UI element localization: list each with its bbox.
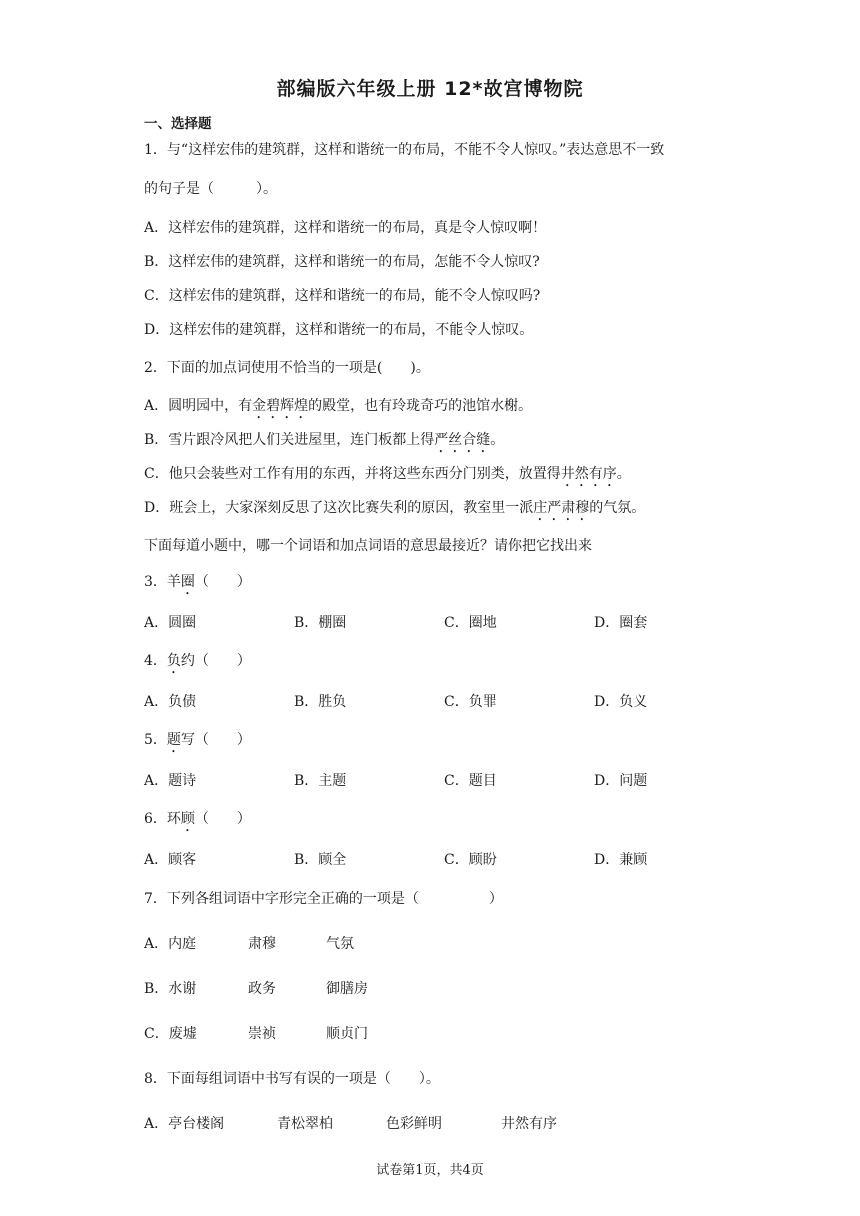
q2-d-text: D．班会上，大家深刻反思了这次比赛失利的原因，教室里一派	[144, 500, 534, 516]
q4-word-post: 约	[180, 653, 195, 669]
q2-option-c	[144, 464, 631, 490]
q5-number: 5．	[144, 732, 167, 748]
q1-stem-line2: 的句子是（ ）。	[144, 181, 277, 197]
q7-option-a-word2: 肃穆	[248, 936, 276, 952]
q7-option-c-word3: 顺贞门	[326, 1026, 368, 1042]
q3-option-c: C．圈地	[444, 615, 497, 631]
q1-option-c: C．这样宏伟的建筑群，这样和谐统一的布局，能不令人惊叹吗?	[144, 288, 541, 304]
q2-b-text-end: 。	[490, 432, 505, 448]
q6-word-pre: 环	[166, 811, 181, 827]
q7-option-c-word1: C．废墟	[144, 1026, 197, 1042]
q5-option-c: C．题目	[444, 773, 497, 789]
q8-option-a-word1: A．亭台楼阁	[144, 1116, 225, 1132]
q6-option-c: C．顾盼	[444, 852, 497, 868]
q2-d-text-end: 的气氛。	[589, 500, 646, 516]
q7-stem: 7．下列各组词语中字形完全正确的一项是（ ）	[144, 891, 503, 907]
q4-option-a: A．负债	[144, 694, 197, 710]
q2-d-dotted-word: 庄严肃穆	[533, 500, 590, 516]
q8-option-a-word3: 色彩鲜明	[386, 1116, 442, 1132]
q3-option-b: B．棚圈	[294, 615, 347, 631]
q2-a-text-end: 的殿堂，也有玲珑奇巧的池馆水榭。	[308, 398, 533, 414]
q2-a-text: A．圆明园中，有	[144, 398, 253, 414]
q4-option-d: D．负义	[594, 694, 648, 710]
section-heading: 一、选择题	[144, 116, 212, 132]
q5-option-a: A．题诗	[144, 773, 197, 789]
q7-option-c-word2: 崇祯	[248, 1026, 276, 1042]
q6-option-d: D．兼顾	[594, 852, 648, 868]
q4-option-c: C．负罪	[444, 694, 497, 710]
q6-option-b: B．顾全	[294, 852, 347, 868]
q2-stem: 2．下面的加点词使用不恰当的一项是( )。	[144, 360, 430, 376]
q3-option-d: D．圈套	[594, 615, 648, 631]
q5-option-d: D．问题	[594, 773, 648, 789]
q1-option-b: B．这样宏伟的建筑群，这样和谐统一的布局，怎能不令人惊叹?	[144, 254, 540, 270]
q2-option-d	[144, 498, 645, 524]
q5-stem	[144, 730, 251, 756]
q3-stem	[144, 572, 251, 598]
q3-word-pre: 羊	[166, 574, 181, 590]
q5-word-post: 写	[180, 732, 195, 748]
q4-dotted-char: 负	[166, 653, 181, 669]
q8-option-a-word4: 井然有序	[501, 1116, 557, 1132]
q2-option-b	[144, 430, 504, 456]
q2-c-dotted-word: 井然有序	[560, 466, 617, 482]
q4-answer-blank: （ ）	[194, 653, 251, 669]
q4-number: 4．	[144, 653, 167, 669]
q7-option-b-word3: 御膳房	[326, 981, 368, 997]
q7-option-b-word2: 政务	[248, 981, 276, 997]
q7-option-a-word1: A．内庭	[144, 936, 197, 952]
q1-option-d: D．这样宏伟的建筑群，这样和谐统一的布局，不能令人惊叹。	[144, 322, 534, 338]
page-footer: 试卷第1页，共4页	[376, 1163, 484, 1178]
q6-answer-blank: （ ）	[194, 811, 251, 827]
q7-option-b-word1: B．水谢	[144, 981, 197, 997]
q6-stem	[144, 809, 251, 835]
q3-number: 3．	[144, 574, 167, 590]
page-title: 部编版六年级上册 12*故宫博物院	[276, 78, 584, 100]
q8-option-a-word2: 青松翠柏	[277, 1116, 333, 1132]
q2-c-text-end: 。	[616, 466, 631, 482]
q6-option-a: A．顾客	[144, 852, 197, 868]
q3-option-a: A．圆圈	[144, 615, 197, 631]
q4-stem	[144, 651, 251, 677]
q5-dotted-char: 题	[166, 732, 181, 748]
q5-answer-blank: （ ）	[194, 732, 251, 748]
q8-stem: 8．下面每组词语中书写有误的一项是（ ）。	[144, 1071, 440, 1087]
q6-number: 6．	[144, 811, 167, 827]
q7-option-a-word3: 气氛	[326, 936, 354, 952]
instruction-text: 下面每道小题中，哪一个词语和加点词语的意思最接近？请你把它找出来	[144, 538, 592, 554]
q2-option-a	[144, 396, 532, 422]
q2-c-text: C．他只会装些对工作有用的东西，并将这些东西分门别类，放置得	[144, 466, 561, 482]
q1-stem-line1: 1．与“这样宏伟的建筑群，这样和谐统一的布局，不能不令人惊叹。”表达意思不一致	[144, 142, 665, 158]
q4-option-b: B．胜负	[294, 694, 347, 710]
q2-b-text: B．雪片跟冷风把人们关进屋里，连门板都上得	[144, 432, 435, 448]
q2-b-dotted-word: 严丝合缝	[434, 432, 491, 448]
q3-answer-blank: （ ）	[194, 574, 251, 590]
q2-a-dotted-word: 金碧辉煌	[252, 398, 309, 414]
q1-option-a: A．这样宏伟的建筑群，这样和谐统一的布局，真是令人惊叹啊！	[144, 220, 547, 236]
q3-dotted-char: 圈	[180, 574, 195, 590]
q6-dotted-char: 顾	[180, 811, 195, 827]
q5-option-b: B．主题	[294, 773, 347, 789]
